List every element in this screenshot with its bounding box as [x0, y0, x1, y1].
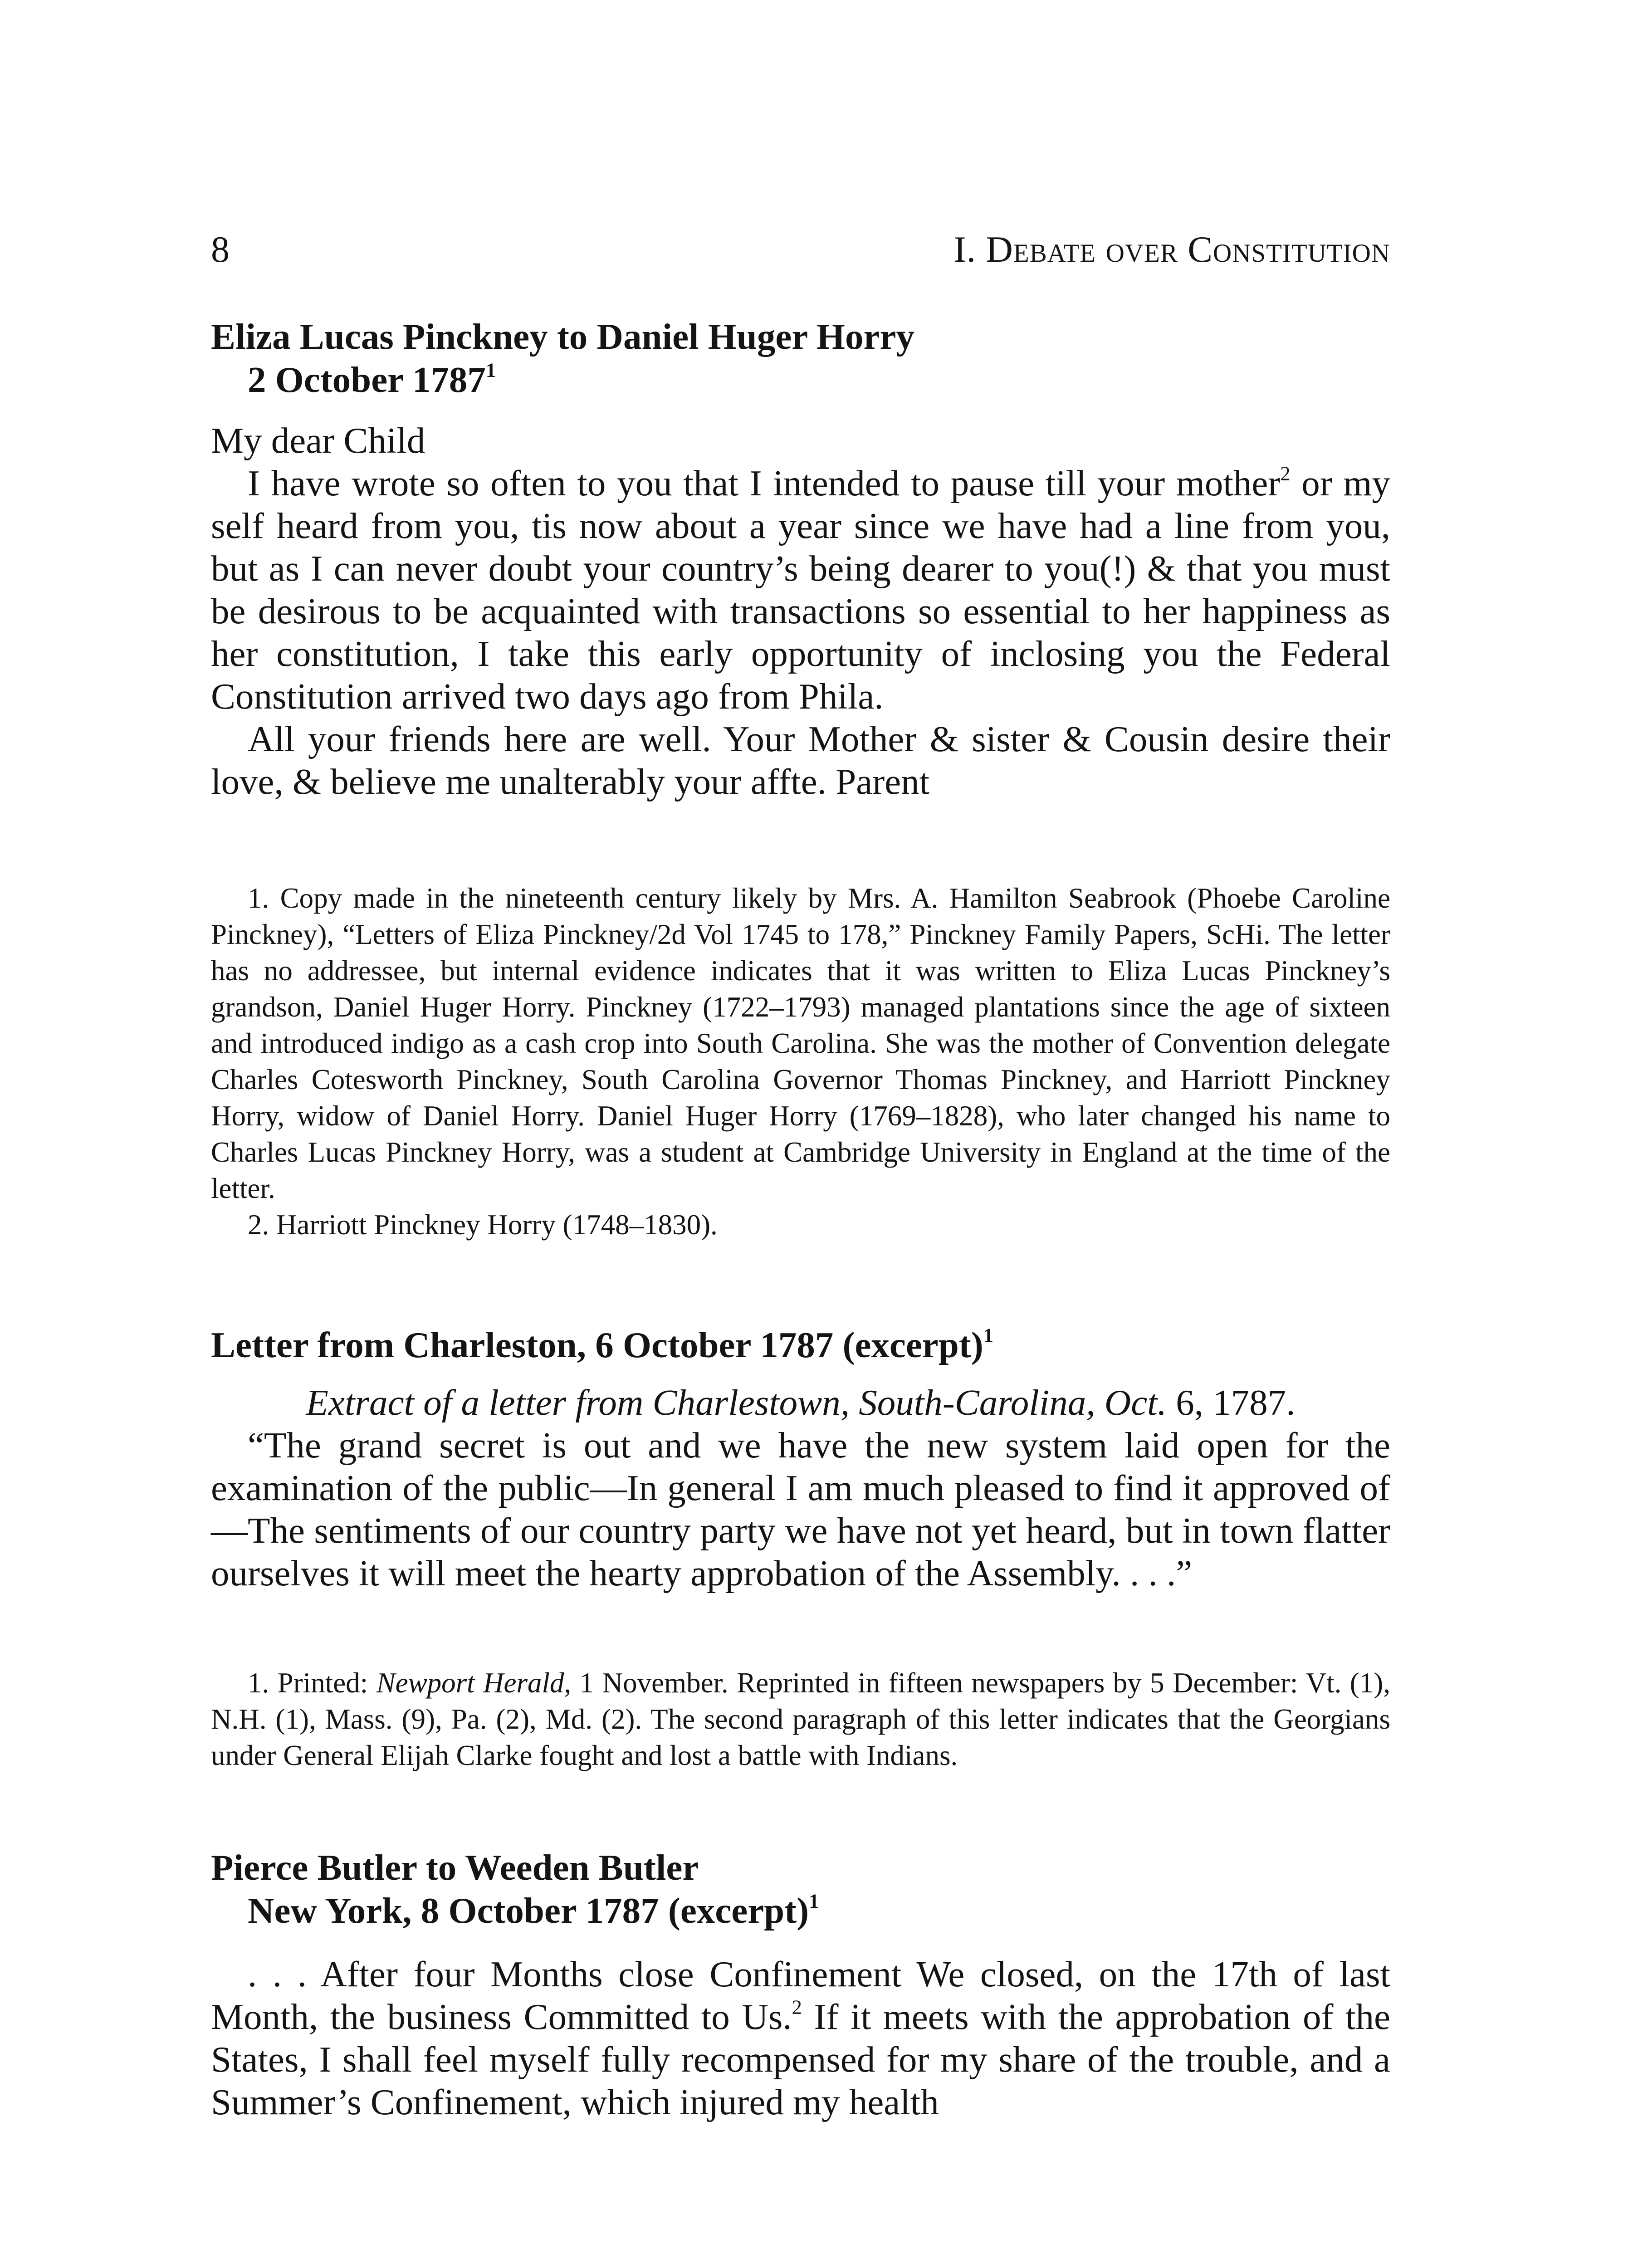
section-3-heading-line2: New York, 8 October 1787 (excerpt)$^1$ — [248, 1889, 819, 1931]
section-2-heading-line1: Letter from Charleston, 6 October 1787 (excerpt) — [211, 1325, 983, 1365]
section-2-footnotes — [211, 1665, 1390, 1774]
salutation: My dear Child — [211, 420, 425, 461]
footnote-ref: 2 — [1280, 462, 1291, 485]
page-number: 8 — [211, 229, 230, 270]
section-1-heading — [211, 315, 1390, 401]
section-1-body — [211, 419, 1390, 803]
paragraph: I have wrote so often to you that I intended to pause till your mother$^2$ or my self heard from you, tis now about a year since we have had a line from you, but as I can never doubt your country’s being dearer to you(!) & that you must be desirous to be acquainted with transactions so essential to her happiness as her constitution, I take this early opportunity of inclosing you the Federal Constitution arrived two days ago from Phila. — [211, 462, 1390, 717]
footnote: 1. Copy made in the nineteenth century likely by Mrs. A. Hamilton Seabrook (Phoebe Caroline Pinckney), “Letters of Eliza Pinckney/2d Vol 1745 to 178,” Pinckney Family Papers, ScHi. The letter has no addressee, but internal evidence indicates that it was written to Eliza Lucas Pinckney’s grandson, Daniel Huger Horry. Pinckney (1722–1793) managed plantations since the age of sixteen and introduced indigo as a cash crop into South Carolina. She was the mother of Convention delegate Charles Cotesworth Pinckney, South Carolina Governor Thomas Pinckney, and Harriott Pinckney Horry, widow of Daniel Horry. Daniel Huger Horry (1769–1828), who later changed his name to Charles Lucas Pinckney Horry, was a student at Cambridge University in England at the time of the letter. — [211, 882, 1390, 1204]
running-title: I. Debate over Constitution — [953, 229, 1390, 270]
section-1-heading-line1: Eliza Lucas Pinckney to Daniel Huger Horry — [211, 316, 914, 357]
footnote-ref: 2 — [792, 1995, 802, 2019]
paragraph: All your friends here are well. Your Mother & sister & Cousin desire their love, & believe me unalterably your affte. Parent — [211, 719, 1390, 802]
section-1-footnotes — [211, 880, 1390, 1243]
footnote-ref: 1 — [485, 358, 496, 381]
footnote-ref: 1 — [983, 1324, 994, 1347]
section-2-heading — [211, 1324, 1390, 1367]
footnote-ref: 1 — [809, 1889, 819, 1912]
footnote: 2. Harriott Pinckney Horry (1748–1830). — [248, 1209, 718, 1241]
paragraph: “The grand secret is out and we have the new system laid open for the examination of the public—In general I am much pleased to find it approved of—The sentiments of our country party we have not yet heard, but in town flatter ourselves it will meet the hearty approbation of the Assembly. . . .” — [211, 1425, 1390, 1593]
section-3-heading — [211, 1846, 1390, 1932]
footnote: 1. Printed: Newport Herald, 1 November. Reprinted in fifteen newspapers by 5 December: Vt. (1), N.H. (1), Mass. (9), Pa. (2), Md. (2). The second paragraph of this letter indicates that the Georgians under General Elijah Clarke fought and lost a battle with Indians. — [211, 1667, 1390, 1771]
paragraph: . . . After four Months close Confinement We closed, on the 17th of last Month, the business Committed to Us.$^2$ If it meets with the approbation of the States, I shall feel myself fully recompensed for my share of the trouble, and a Summer’s Confinement, which injured my health — [211, 1954, 1390, 2122]
dateline: Extract of a letter from Charlestown, South-Carolina, Oct. 6, 1787. — [306, 1382, 1296, 1423]
section-1-heading-line2: 2 October 1787$^1$ — [248, 358, 496, 400]
section-3-heading-line1: Pierce Butler to Weeden Butler — [211, 1847, 699, 1888]
running-head — [211, 222, 1390, 277]
section-3-body — [211, 1953, 1390, 2123]
section-2-body — [211, 1381, 1390, 1594]
